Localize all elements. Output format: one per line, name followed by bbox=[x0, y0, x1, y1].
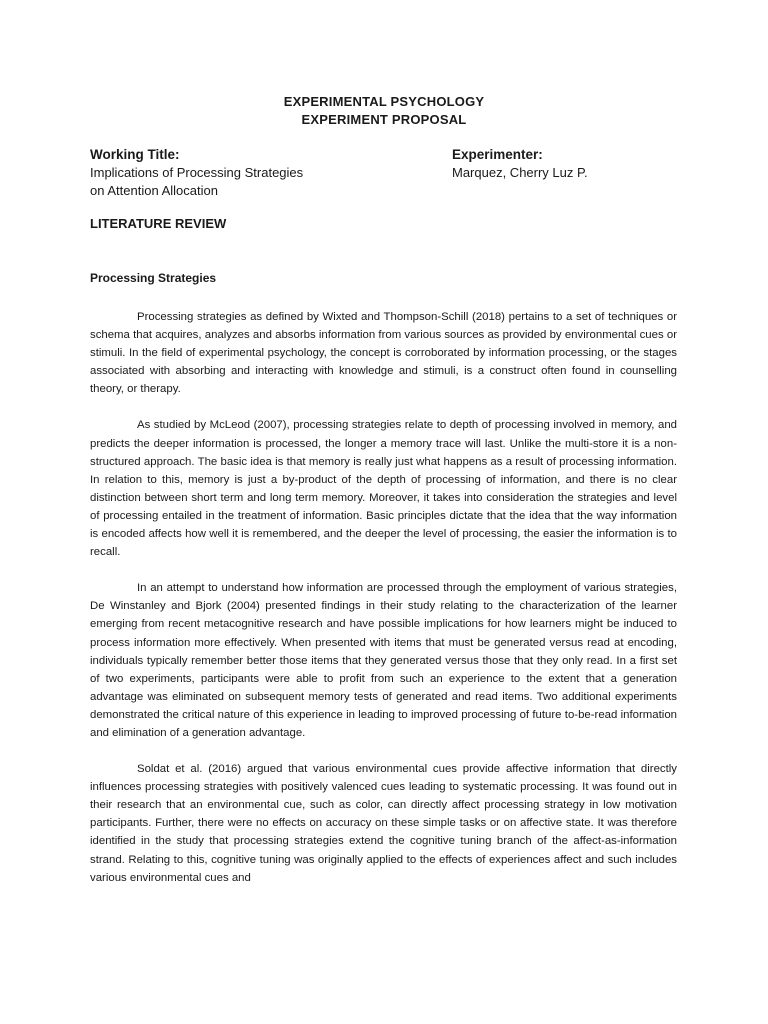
section-heading: LITERATURE REVIEW bbox=[90, 216, 227, 231]
subsection-heading: Processing Strategies bbox=[90, 271, 217, 285]
working-title-line-1: Implications of Processing Strategies bbox=[90, 165, 304, 180]
paragraph: Soldat et al. (2016) argued that various environmental cues provide affective information that directly influences processing strategies with positively valenced cues leading to systematic processing. It was found out in their research that an environmental cue, such as color, can directly affect processing strategy in low motivation participants. Further, there were no effects on accuracy on these simple tasks or on affective state. It was therefore identified in the study that processing strategies extend the cognitive tuning branch of the affect-as-information strand. Relating to this, cognitive tuning was originally applied to the effects of experiences affect and such includes various environmental cues and bbox=[90, 763, 677, 884]
document-title: EXPERIMENTAL PSYCHOLOGY bbox=[283, 94, 485, 109]
body-text bbox=[90, 308, 677, 905]
paragraph: As studied by McLeod (2007), processing strategies relate to depth of processing involved in memory, and predicts the deeper information is processed, the longer a memory trace will last. Unlike the multi-store it is a non-structured approach. The basic idea is that memory is really just what happens as a result of processing information. In relation to this, memory is just a by-product of the depth of processing of information, and there is no clear distinction between short term and long term memory. Moreover, it takes into consideration the strategies and level of processing entailed in the treatment of information. Basic principles dictate that the idea that the way information is encoded affects how well it is remembered, and the deeper the level of processing, the easier the information is to recall. bbox=[90, 419, 677, 559]
paragraph: In an attempt to understand how information are processed through the employment of various strategies, De Winstanley and Bjork (2004) presented findings in their study relating to the characterization of the learner emerging from recent metacognitive research and have possible implications for how learners might be induced to process information more effectively. When presented with items that must be generated versus read at encoding, individuals typically remember better those items that they generated versus those that they only read. In a first set of two experiments, participants were able to profit from such an experience to the extent that a generation advantage was eliminated on subsequent memory tests of generated and read items. Two additional experiments demonstrated the critical nature of this experience in leading to improved processing of future to-be-read information and elimination of a generation advantage. bbox=[90, 582, 677, 739]
working-title-line-2: on Attention Allocation bbox=[90, 183, 218, 198]
working-title-block bbox=[90, 146, 350, 200]
experimenter-label: Experimenter: bbox=[452, 147, 543, 162]
document-header bbox=[0, 93, 768, 129]
experimenter-name: Marquez, Cherry Luz P. bbox=[452, 165, 588, 180]
document-subtitle: EXPERIMENT PROPOSAL bbox=[301, 112, 467, 127]
paragraph: Processing strategies as defined by Wixted and Thompson-Schill (2018) pertains to a set of techniques or schema that acquires, analyzes and absorbs information from various sources as provided by environmental cues or stimuli. In the field of experimental psychology, the concept is corroborated by information processing, or the stages associated with absorbing and interacting with knowledge and stimuli, is a construct often found in counselling theory, or therapy. bbox=[90, 311, 677, 396]
working-title-label: Working Title: bbox=[90, 147, 180, 162]
experimenter-block bbox=[452, 146, 692, 182]
